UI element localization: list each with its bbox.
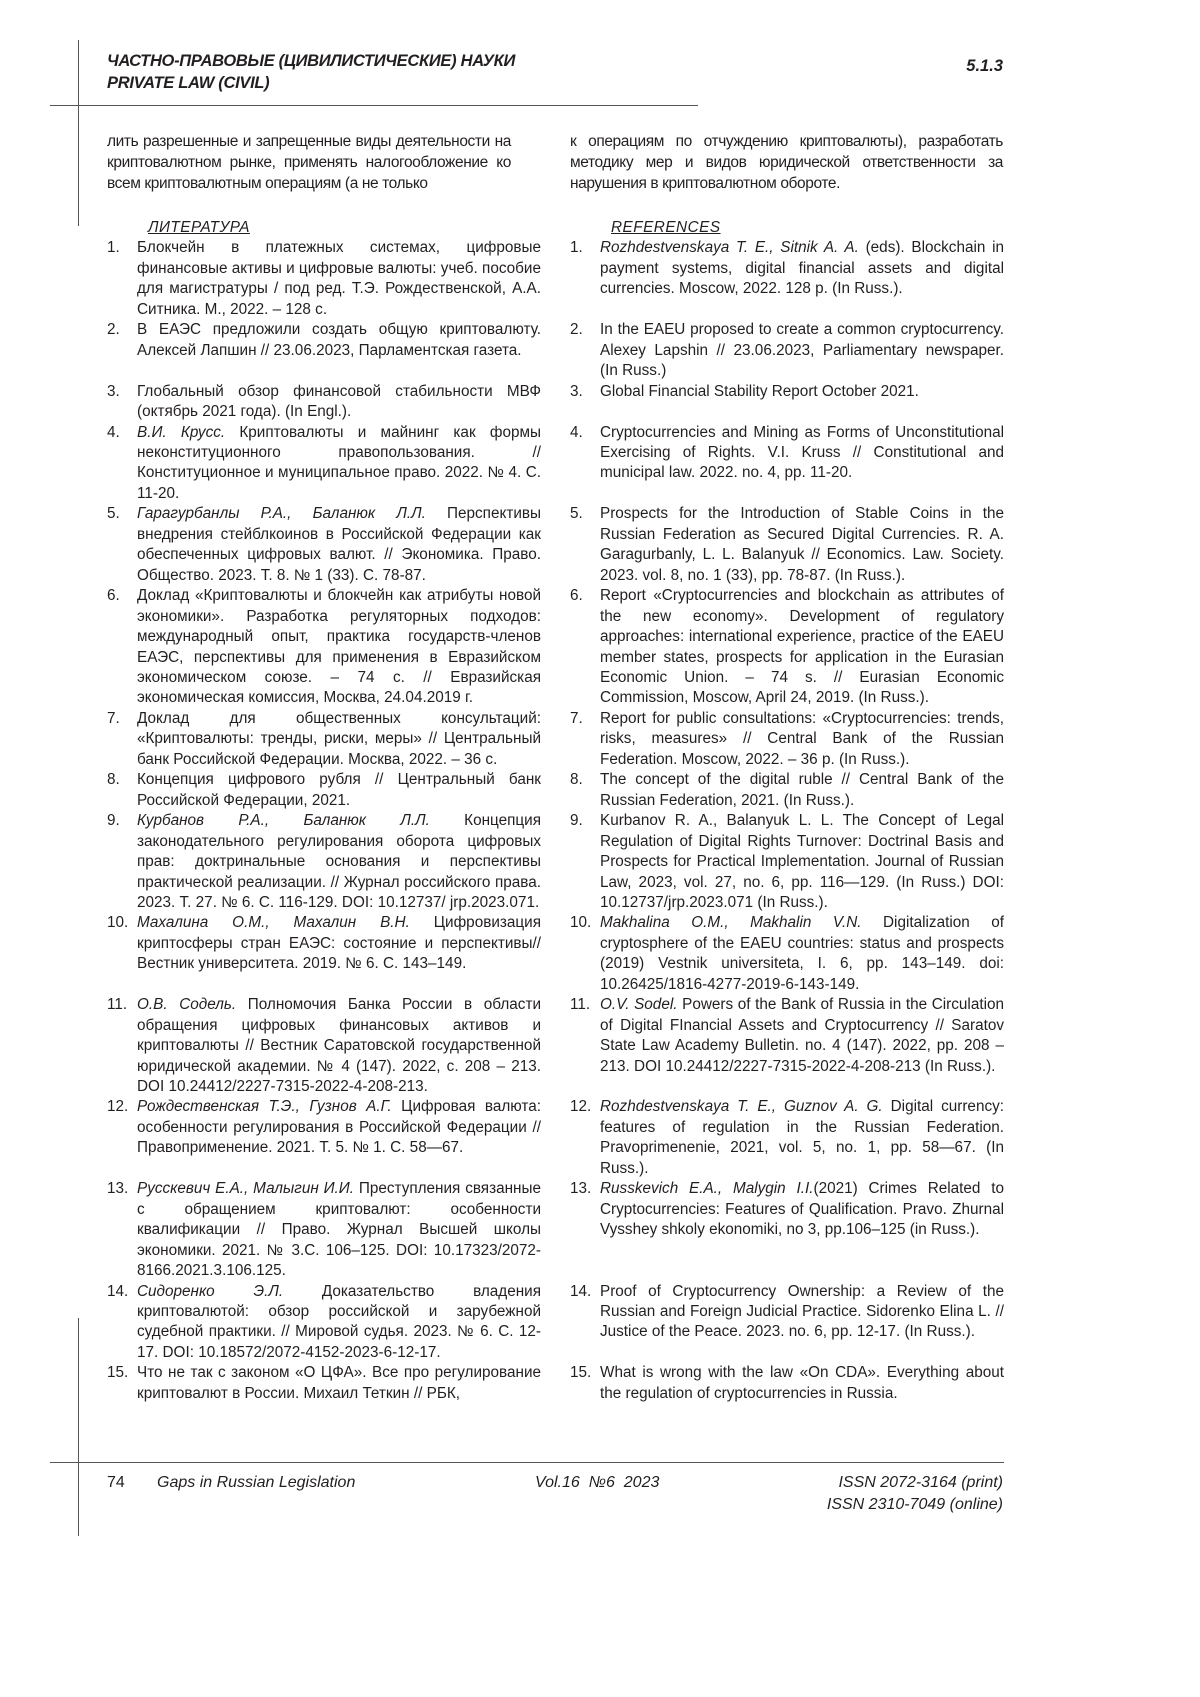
reference-text [137,504,541,586]
reference-item-ru [107,1179,541,1281]
section-title-en: PRIVATE LAW (CIVIL) [107,72,515,94]
reference-text [137,995,541,1097]
reference-body: Cryptocurrencies and Mining as Forms of Unconstitutional Exercising of Rights. V.I. Kruss // Constitutional and municipal law. 2022. no. 4, pp. 11-20. [600,424,1004,482]
reference-text [600,238,1004,320]
reference-text [600,1097,1004,1179]
reference-text [137,382,541,423]
reference-text [137,586,541,709]
reference-body: Цифровизация криптосферы стран ЕАЭС: состояние и перспективы//Вестник университета. 2019. № 6. С. 143–149. [137,914,541,972]
reference-text [137,1097,541,1179]
reference-author: Русскевич Е.А., Малыгин И.И. [137,1180,354,1197]
reference-number: 7. [570,709,600,770]
reference-item-ru [107,709,541,770]
reference-number: 4. [570,423,600,505]
reference-body: Концепция законодательного регулирования оборота цифровых прав: доктринальные основания и перспективы практической реализации. // Журнал российского права. 2023. Т. 27. № 6. С. 116-129. DOI: 10.12737/ jrp.2023.071. [137,812,541,911]
reference-text [600,320,1004,381]
reference-number: 9. [570,811,600,913]
issn-print: ISSN 2072-3164 (print) [827,1472,1003,1494]
reference-item-ru [107,770,541,811]
reference-author: Rozhdestvenskaya T. E., Sitnik A. A. [600,239,859,256]
reference-body: Proof of Cryptocurrency Ownership: a Review of the Russian and Foreign Judicial Practice. Sidorenko Elina L. // Justice of the Peace. 2023. no. 6, pp. 12-17. (In Russ.). [600,1283,1004,1341]
reference-number: 2. [570,320,600,381]
reference-body: Powers of the Bank of Russia in the Circulation of Digital FInancial Assets and Cryptocurrency // Saratov State Law Academy Bulletin. no. 4 (147). 2022, pp. 208 – 213. DOI 10.24412/2227-7315-2022-4-208-213 (In Russ.). [600,996,1004,1074]
header-rule-horizontal [50,105,698,106]
reference-text [137,1282,541,1364]
reference-item-en [570,423,1004,505]
reference-item-ru [107,586,541,709]
reference-number: 10. [107,913,137,995]
reference-item-en [570,709,1004,770]
reference-text [600,811,1004,913]
reference-body: Report for public consultations: «Cryptocurrencies: trends, risks, measures» // Central Bank of the Russian Federation. Moscow, 2022. – 36 p. (In Russ.). [600,710,1004,768]
reference-body: Концепция цифрового рубля // Центральный банк Российской Федерации, 2021. [137,771,541,808]
reference-item-en [570,770,1004,811]
running-header [107,50,515,94]
intro-paragraph-right: к операциям по отчуждению криптовалюты), разработать методику мер и видов юридической ответственности за нарушения в криптовалютном обороте. [570,131,1003,194]
reference-author: Махалина О.М., Махалин В.Н. [137,914,410,931]
reference-author: Сидоренко Э.Л. [137,1283,283,1300]
reference-item-en [570,995,1004,1097]
reference-item-en [570,1097,1004,1179]
reference-author: O.V. Sodel. [600,996,677,1013]
reference-text [600,423,1004,505]
reference-text [600,1282,1004,1364]
reference-body: В ЕАЭС предложили создать общую криптовалюту. Алексей Лапшин // 23.06.2023, Парламентская газета. [137,321,541,358]
reference-text [137,1363,541,1404]
reference-text [137,423,541,505]
reference-item-en [570,586,1004,709]
reference-number: 7. [107,709,137,770]
reference-item-ru [107,320,541,381]
issue-info: Vol.16 №6 2023 [535,1472,659,1494]
reference-text [600,770,1004,811]
reference-number: 6. [107,586,137,709]
reference-author: Makhalina O.M., Makhalin V.N. [600,914,862,931]
reference-number: 9. [107,811,137,913]
reference-author: Russkevich E.A., Malygin I.I. [600,1180,813,1197]
reference-number: 8. [107,770,137,811]
reference-text [137,709,541,770]
reference-item-en [570,504,1004,586]
reference-item-ru [107,1363,541,1404]
reference-number: 5. [107,504,137,586]
reference-author: Гарагурбанлы Р.А., Баланюк Л.Л. [137,505,426,522]
reference-number: 4. [107,423,137,505]
references-heading-en: REFERENCES [570,218,1004,238]
reference-number: 1. [570,238,600,320]
reference-body: (eds). Blockchain in payment systems, digital financial assets and digital currencies. Moscow, 2022. 128 p. (In Russ.). [600,239,1004,297]
reference-text [600,709,1004,770]
reference-text [600,995,1004,1097]
reference-number: 6. [570,586,600,709]
reference-item-ru [107,811,541,913]
reference-number: 11. [570,995,600,1097]
reference-text [600,1179,1004,1281]
reference-item-ru [107,1097,541,1179]
reference-item-ru [107,238,541,320]
reference-item-ru [107,423,541,505]
reference-text [137,320,541,381]
reference-author: О.В. Содель. [137,996,236,1013]
reference-body: (2021) Crimes Related to Cryptocurrencies: Features of Qualification. Pravo. Zhurnal Vysshey shkoly ekonomiki, no 3, pp.106–125 (in Russ.). [600,1180,1004,1238]
references-section [107,218,1004,1404]
issn-block [827,1472,1003,1516]
reference-body: Глобальный обзор финансовой стабильности МВФ (октябрь 2021 года). (In Engl.). [137,383,541,420]
reference-number: 13. [570,1179,600,1281]
reference-number: 12. [107,1097,137,1179]
reference-author: Рождественская Т.Э., Гузнов А.Г. [137,1098,392,1115]
reference-item-ru [107,1282,541,1364]
reference-text [600,382,1004,423]
reference-number: 5. [570,504,600,586]
reference-number: 14. [107,1282,137,1364]
header-rule-vertical [78,40,79,226]
section-title-ru: ЧАСТНО-ПРАВОВЫЕ (ЦИВИЛИСТИЧЕСКИЕ) НАУКИ [107,50,515,72]
reference-text [600,913,1004,995]
reference-body: Prospects for the Introduction of Stable Coins in the Russian Federation as Secured Digital Currencies. R. A. Garagurbanly, L. L. Balanyuk // Economics. Law. Society. 2023. vol. 8, no. 1 (33), pp. 78-87. (In Russ.). [600,505,1004,583]
reference-body: Блокчейн в платежных системах, цифровые финансовые активы и цифровые валюты: учеб. пособие для магистратуры / под ред. Т.Э. Рождественской, А.А. Ситника. М., 2022. – 128 с. [137,239,541,317]
reference-author: Курбанов Р.А., Баланюк Л.Л. [137,812,430,829]
reference-body: Криптовалюты и майнинг как формы неконституционного правопользования. // Конституционное и муниципальное право. 2022. № 4. С. 11-20. [137,424,541,502]
reference-body: Kurbanov R. A., Balanyuk L. L. The Concept of Legal Regulation of Digital Rights Turnover: Doctrinal Basis and Prospects for Practical Implementation. Journal of Russian Law, 2023, vol. 27, no. 6, pp. 116—129. (In Russ.) DOI: 10.12737/jrp.2023.071 (In Russ.). [600,812,1004,911]
reference-body: The concept of the digital ruble // Central Bank of the Russian Federation, 2021. (In Russ.). [600,771,1004,808]
reference-body: Digitalization of cryptosphere of the EAEU countries: status and prospects (2019) Vestnik universiteta, I. 6, pp. 143–149. doi: 10.26425/1816-4277-2019-6-143-149. [600,914,1004,992]
reference-number: 15. [570,1363,600,1404]
reference-item-ru [107,382,541,423]
reference-author: Rozhdestvenskaya T. E., Guznov A. G. [600,1098,883,1115]
reference-item-en [570,811,1004,913]
reference-body: Перспективы внедрения стейблкоинов в Российской Федерации как обеспеченных цифровых валют. // Экономика. Право. Общество. 2023. Т. 8. № 1 (33). С. 78-87. [137,505,541,583]
reference-text [600,586,1004,709]
reference-item-en [570,1363,1004,1404]
reference-item-en [570,320,1004,381]
reference-text [137,913,541,995]
reference-body: Полномочия Банка России в области обращения цифровых финансовых активов и криптовалюты // Вестник Саратовской государственной юридической академии. № 4 (147). 2022, с. 208 – 213. DOI 10.24412/2227-7315-2022-4-208-213. [137,996,541,1095]
intro-paragraph-left: лить разрешенные и запрещенные виды деятельности на криптовалютном рынке, применять налогообложение ко всем криптовалютным операциям (а не только [107,131,511,194]
reference-body: Цифровая валюта: особенности регулирования в Российской Федерации // Правоприменение. 2021. Т. 5. № 1. С. 58—67. [137,1098,541,1156]
reference-text [137,770,541,811]
issn-online: ISSN 2310-7049 (online) [827,1494,1003,1516]
reference-text [600,504,1004,586]
reference-number: 2. [107,320,137,381]
reference-number: 1. [107,238,137,320]
reference-number: 15. [107,1363,137,1404]
reference-author: В.И. Крусс. [137,424,225,441]
reference-item-en [570,238,1004,320]
reference-text [137,811,541,913]
reference-body: Доклад «Криптовалюты и блокчейн как атрибуты новой экономики». Разработка регуляторных подходов: международный опыт, практика государств-членов ЕАЭС, перспективы для применения в Евразийском экономическом союзе. – 74 с. // Евразийская экономическая комиссия, Москва, 24.04.2019 г. [137,587,541,706]
reference-body: Global Financial Stability Report October 2021. [600,383,919,400]
reference-item-ru [107,995,541,1097]
reference-item-ru [107,913,541,995]
references-heading-ru: ЛИТЕРАТУРА [107,218,541,238]
reference-number: 12. [570,1097,600,1179]
footer-rule-horizontal [50,1462,1004,1463]
reference-text [137,238,541,320]
reference-number: 8. [570,770,600,811]
reference-number: 11. [107,995,137,1097]
section-code: 5.1.3 [966,57,1003,76]
reference-body: Преступления связанные с обращением криптовалют: особенности квалификации // Право. Журнал Высшей школы экономики. 2021. № 3.С. 106–125. DOI: 10.17323/2072-8166.2021.3.106.125. [137,1180,541,1279]
reference-body: Report «Cryptocurrencies and blockchain as attributes of the new economy». Development of regulatory approaches: international experience, practice of the EAEU member states, prospects for application in the Eurasian Economic Union. – 74 s. // Eurasian Economic Commission, Moscow, April 24, 2019. (In Russ.). [600,587,1004,706]
reference-body: In the EAEU proposed to create a common cryptocurrency. Alexey Lapshin // 23.06.2023, Parliamentary newspaper. (In Russ.) [600,321,1004,379]
reference-item-en [570,1179,1004,1281]
reference-text [600,1363,1004,1404]
reference-text [137,1179,541,1281]
reference-body: Что не так с законом «О ЦФА». Все про регулирование криптовалют в России. Михаил Теткин // РБК, [137,1364,541,1401]
reference-body: Digital currency: features of regulation in the Russian Federation. Pravoprimenenie, 2021, vol. 5, no. 1, pp. 58—67. (In Russ.). [600,1098,1004,1176]
reference-item-en [570,1282,1004,1364]
reference-number: 3. [107,382,137,423]
reference-item-ru [107,504,541,586]
reference-item-en [570,382,1004,423]
reference-number: 10. [570,913,600,995]
journal-name: Gaps in Russian Legislation [157,1472,355,1494]
footer-rule-vertical [78,1318,79,1536]
reference-number: 13. [107,1179,137,1281]
reference-item-en [570,913,1004,995]
reference-body: Доклад для общественных консультаций: «Криптовалюты: тренды, риски, меры» // Центральный банк Российской Федерации. Москва, 2022. – 36 с. [137,710,541,768]
reference-body: What is wrong with the law «On CDA». Everything about the regulation of cryptocurrencies in Russia. [600,1364,1004,1401]
reference-body: Доказательство владения криптовалютой: обзор российской и зарубежной судебной практики. // Мировой судья. 2023. № 6. С. 12-17. DOI: 10.18572/2072-4152-2023-6-12-17. [137,1283,541,1361]
reference-number: 14. [570,1282,600,1364]
reference-number: 3. [570,382,600,423]
page-number: 74 [107,1472,125,1494]
